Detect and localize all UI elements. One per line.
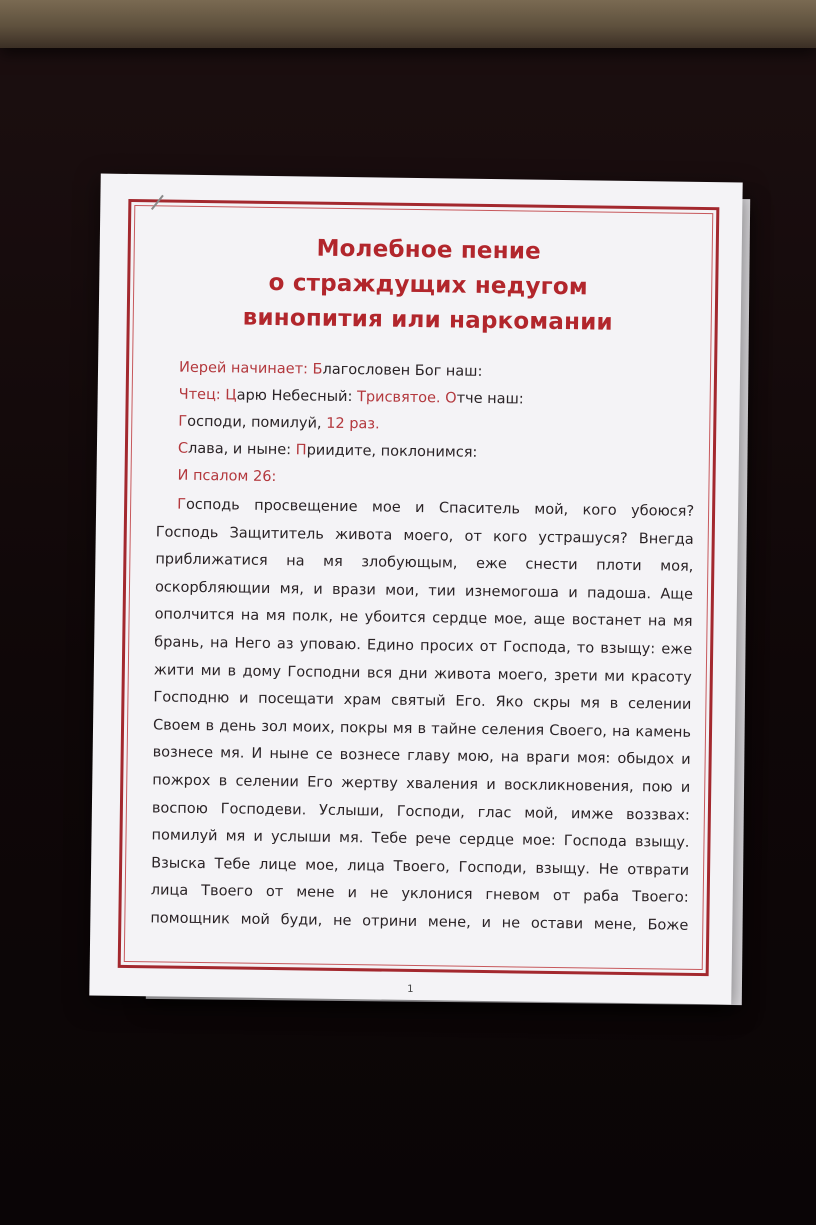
rubric-text: лава, и ныне: (187, 440, 296, 459)
psalm-line: Взыска Тебе лице мое, лица Твоего, Господи, взыщу. Не отврати (151, 855, 690, 879)
drop-initial: Г (178, 413, 188, 430)
page-number: 1 (407, 983, 414, 996)
drop-initial: Б (312, 361, 323, 378)
drop-initial: О (445, 390, 457, 407)
psalm-line: ополчится на мя полк, не убоится сердце мое, аще востанет на мя (154, 606, 693, 631)
rubric-label: Иерей начинает: (178, 359, 313, 378)
sheet-content (150, 229, 698, 940)
wooden-shelf-edge (0, 0, 816, 48)
drop-initial: С (177, 440, 189, 457)
drop-initial: П (295, 442, 307, 459)
rubric-note: Трисвятое. (356, 389, 446, 407)
psalm-line: Господь просвещение мое и Спаситель мой, кого убоюся? (177, 496, 695, 520)
psalm-line: Господню и посещати храм святый Его. Яко скры мя в селении (153, 689, 692, 714)
rubric-text: арю Небесный: (236, 387, 358, 406)
rubric-text: тче наш: (456, 390, 524, 408)
rubric-text: осподи, помилуй, (187, 413, 327, 432)
rubric-text: риидите, поклонимся: (306, 442, 478, 461)
psalm-line: брань, на Него аз уповаю. Едино просих от Господа, то взыщу: еже (154, 634, 693, 658)
psalm-line: приближатися на мя злобующым, еже снести плоти моя, (155, 551, 694, 576)
psalm-line: воспою Господеви. Услыши, Господи, глас мой, имже воззвах: (151, 799, 690, 824)
drop-initial: Ц (225, 387, 237, 404)
psalm-line: вознесе мя. И ныне се вознесе главу мою, на враги моя: обыдох и (152, 744, 691, 769)
psalm-line: помилуй мя и услыши мя. Тебе рече сердце мое: Господа взыщу. (151, 827, 690, 851)
rubric-text: лагословен Бог наш: (322, 361, 483, 380)
psalm-line: оскорбляющии мя, и врази мои, тии изнемогоша и падоша. Аще (154, 579, 694, 603)
prayer-sheet (89, 174, 742, 1005)
psalm-text (150, 491, 694, 940)
psalm-line: пожрох в селении Его жертву хваления и воскликновения, пою и (152, 772, 691, 796)
title-line-3: винопития или наркомании (242, 304, 614, 336)
psalm-line: помощник мой буди, не отрини мене, и не остави мене, Боже (150, 910, 689, 934)
title-line-2: о страждущих недугом (268, 269, 589, 301)
psalm-line: лица Твоего от мене и не уклонися гневом от раба Твоего: (150, 882, 689, 907)
document-title (159, 229, 698, 342)
rubric-note: 12 раз. (326, 415, 380, 433)
psalm-heading: И псалом 26: (177, 467, 277, 486)
title-line-1: Молебное пение (316, 235, 542, 265)
psalm-line: Своем в день зол моих, покры мя в тайне селения Своего, на камень (152, 717, 692, 741)
psalm-line: жити ми в дому Господни вся дни живота моего, зрети ми красоту (153, 661, 692, 686)
rubric-label: Чтец: (178, 386, 226, 404)
psalm-line: Господь Защититель живота моего, от кого устрашуся? Внегда (155, 523, 694, 548)
drop-initial: Г (177, 496, 187, 513)
